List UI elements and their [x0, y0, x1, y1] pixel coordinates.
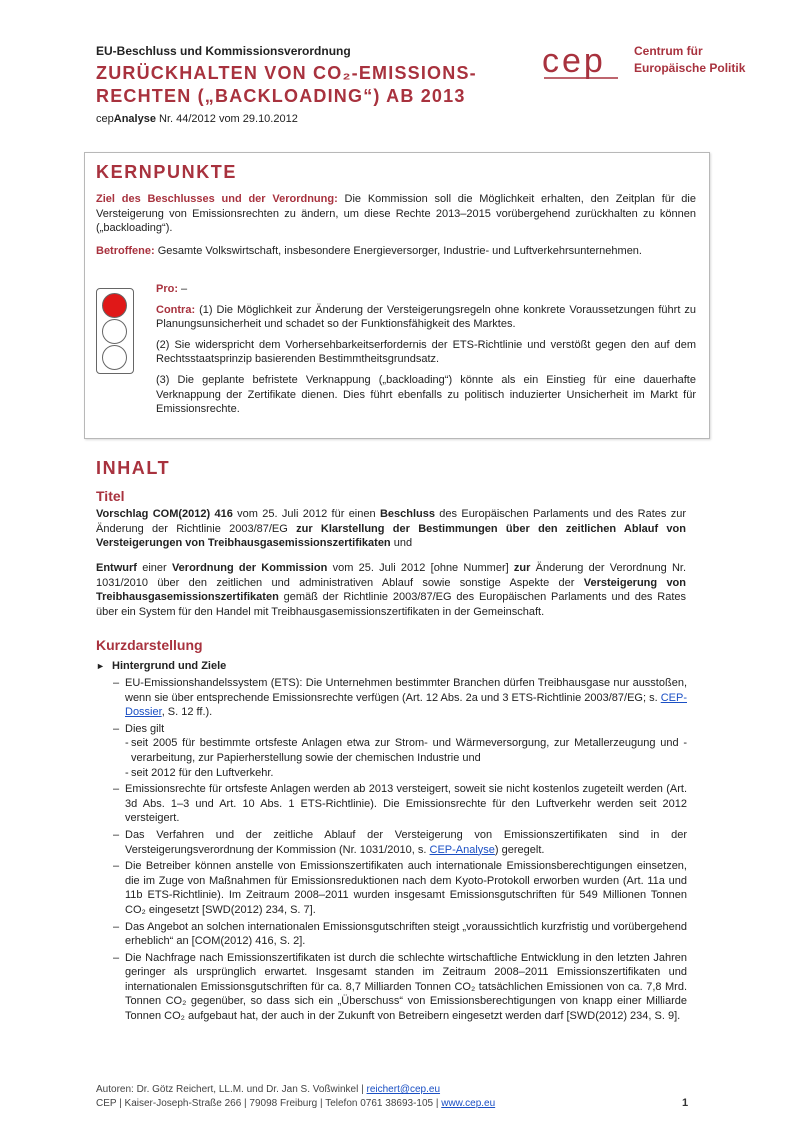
traffic-light-icon: [96, 288, 134, 374]
footer-address-text: CEP | Kaiser-Joseph-Straße 266 | 79098 Freiburg | Telefon 0761 38693-105 |: [96, 1098, 442, 1109]
text-run: gemäß der Richtlinie 2003/87/EG des Europäischen Parlaments und des Rates über ein System für den Handel mit Treibhausgasemissionszertifikaten in der Gemeinschaft.: [96, 591, 686, 618]
cep-analyse-link[interactable]: CEP-Analyse: [429, 843, 495, 856]
sub-list: [125, 736, 687, 780]
cep-logo-mark: cep: [542, 42, 606, 80]
title-line-2: RECHTEN („BACKLOADING“) AB 2013: [96, 86, 466, 106]
contra-label: Contra:: [156, 303, 196, 316]
text-run: einer: [136, 562, 172, 574]
bold-run: Beschluss: [379, 508, 435, 520]
footer: [96, 1083, 495, 1111]
bold-run: Vorschlag COM(2012) 416: [96, 508, 233, 520]
list-item: [115, 676, 687, 720]
betroffene-label: Betroffene:: [96, 245, 155, 257]
document-kicker: EU-Beschluss und Kommissionsverordnung: [96, 44, 351, 58]
bold-run: zur Klarstellung der Bestimmungen über den zeitlichen Ablauf von Versteigerungen von Treibhausgasemissionszertifikaten: [96, 522, 686, 550]
author-email-link[interactable]: reichert@cep.eu: [366, 1084, 441, 1095]
text-run: und: [390, 537, 413, 550]
pro-line: [156, 282, 696, 297]
logo-org-line-1: Centrum für: [634, 44, 703, 58]
list-item-text: Dies gilt: [125, 722, 165, 735]
traffic-light-middle-lamp: [102, 319, 127, 344]
betroffene-text: Gesamte Volkswirtschaft, insbesondere Energieversorger, Industrie- und Luftverkehrsunternehmen.: [154, 245, 642, 257]
bold-run: zur: [513, 562, 531, 574]
list-item-text: Das Verfahren und der zeitliche Ablauf der Versteigerung von Emissionszertifikaten sind in der Versteigerungsverordnung der Kommission (Nr. 1031/2010, s.: [125, 828, 687, 856]
footer-authors: [96, 1083, 495, 1097]
contra-point-1: [156, 303, 696, 332]
titel-paragraph-1: [96, 507, 686, 551]
text-run: des Europäischen Parlaments und des Rates zur Änderung der Richtlinie 2003/87/EG: [96, 508, 686, 535]
analyse-number-date: Nr. 44/2012 vom 29.10.2012: [155, 113, 298, 125]
kernpunkte-betroffene: [96, 244, 696, 259]
pro-text: –: [178, 283, 188, 295]
bold-run: Versteigerung von Treibhausgasemissionszertifikaten: [96, 576, 686, 604]
kernpunkte-assessment: [156, 282, 696, 423]
bullet-hintergrund-label: Hintergrund und Ziele: [112, 660, 227, 672]
text-run: Änderung der Verordnung Nr. 1031/2010 über den zeitlichen und administrativen Ablauf sowie sonstige Aspekte der: [96, 562, 686, 589]
bullet-hintergrund: [96, 660, 226, 672]
analyse-reference: [96, 113, 298, 125]
list-item: – Das Angebot an solchen internationalen Emissionsgutschriften steigt „voraussichtlich kurzfristig und vorübergehend erheblich“ an [COM(2012) 416, S. 2].: [115, 920, 687, 949]
kurzdarstellung-list: [115, 676, 687, 1026]
kernpunkte-heading: KERNPUNKTE: [96, 162, 238, 182]
contra-text: (1) Die Möglichkeit zur Änderung der Versteigerungsregeln ohne konkrete Voraussetzungen führt zu Planungsunsicherheit und schadet so der Funktionsfähigkeit des Marktes.: [156, 303, 696, 331]
ziel-label: Ziel des Beschlusses und der Verordnung:: [96, 193, 338, 205]
triangle-bullet-icon: ►: [96, 661, 105, 671]
title-line-1: ZURÜCKHALTEN VON CO₂-EMISSIONS-: [96, 63, 477, 83]
contra-point-2: (2) Sie widerspricht dem Vorhersehbarkeitserfordernis der ETS-Richtlinie und verstößt gegen den auf dem Rechtsstaatsprinzip basierenden Bestimmtheitsgrundsatz.: [156, 338, 696, 366]
kernpunkte-ziel: [96, 192, 696, 236]
list-item-text: , S. 12 ff.).: [161, 706, 213, 719]
text-run: vom 25. Juli 2012 für einen: [232, 508, 380, 520]
analyse-prefix: cep: [96, 113, 114, 125]
ziel-text: Die Kommission soll die Möglichkeit erhalten, den Zeitplan für die Versteigerung von Emissionsrechten zu ändern, um diese Rechte 2013–2015 vorübergehend zurückhalten zu können („backloading“).: [96, 193, 696, 235]
sub-list-item: - seit 2012 für den Luftverkehr.: [125, 766, 687, 781]
analyse-bold: Analyse: [113, 113, 156, 125]
footer-address: [96, 1097, 495, 1111]
list-item: – Die Nachfrage nach Emissionszertifikaten ist durch die schlechte wirtschaftliche Entwicklung in den letzten Jahren geringer als ursprünglich erwartet. Insgesamt standen im Zeitraum 2008–2011 Emissionszertifikaten und internationalen Emissionsgutschriften für ca. 8,7 Milliarden Tonnen CO₂ tatsächlichen Emissionen von ca. 7,8 Mrd. Tonnen CO₂ gegenüber, so dass sich ein „Überschuss“ von Emissionsberechtigungen von knapp einer Milliarde Tonnen CO₂ aufgebaut hat, der auch in der Zukunft von Betreibern eingesetzt werden darf [SWD(2012) 234, S. 9].: [115, 951, 687, 1024]
list-item: – Die Betreiber können anstelle von Emissionszertifikaten auch internationale Emissionsberechtigungen einsetzen, die im Zuge von Maßnahmen für Emissionsreduktionen nach dem Kyoto-Protokoll erworben wurden (Art. 11a und 11b ETS-Richtlinie). Im Zeitraum 2008–2011 wurden insgesamt Emissionsgutschriften für 549 Millionen Tonnen CO₂ eingesetzt [SWD(2012) 234, S. 7].: [115, 859, 687, 917]
traffic-light-red-lamp: [102, 293, 127, 318]
sub-list-item: - seit 2005 für bestimmte ortsfeste Anlagen etwa zur Strom- und Wärmeversorgung, zur Metallerzeugung und -verarbeitung, zur Papierherstellung sowie der chemischen Industrie und: [125, 736, 687, 765]
website-link[interactable]: www.cep.eu: [441, 1098, 496, 1109]
logo-org-line-2: Europäische Politik: [634, 61, 746, 75]
traffic-light-bottom-lamp: [102, 345, 127, 370]
titel-paragraph-2: [96, 561, 686, 619]
kurzdarstellung-heading: Kurzdarstellung: [96, 637, 203, 653]
pro-label: Pro:: [156, 283, 178, 295]
cep-dossier-link[interactable]: CEP-Dossier: [125, 691, 687, 719]
inhalt-heading: INHALT: [96, 458, 171, 478]
text-run: vom 25. Juli 2012 [ohne Nummer]: [327, 562, 514, 574]
list-item: [115, 828, 687, 857]
bold-run: Verordnung der Kommission: [171, 562, 328, 574]
contra-point-3: (3) Die geplante befristete Verknappung („backloading“) könnte als ein Einstieg für eine dauerhafte Verknappung der Zertifikate dienen. Dies führt ebenfalls zu politisch induzierter Unsicherheit im Markt für Emissionsrechte.: [156, 373, 696, 416]
list-item: [115, 722, 687, 780]
document-title: [96, 62, 536, 108]
footer-authors-text: Autoren: Dr. Götz Reichert, LL.M. und Dr. Jan S. Voßwinkel |: [96, 1084, 367, 1095]
list-item: – Emissionsrechte für ortsfeste Anlagen werden ab 2013 versteigert, soweit sie nicht kostenlos zugeteilt werden (Art. 3d Abs. 1–3 und Art. 10 Abs. 1 ETS-Richtlinie). Die Emissionsrechte für den Luftverkehr werden seit 2012 versteigert.: [115, 782, 687, 826]
page-number: 1: [682, 1097, 689, 1109]
titel-heading: Titel: [96, 488, 125, 504]
logo-organization: [634, 43, 745, 77]
list-item-text: EU-Emissionshandelssystem (ETS): Die Unternehmen bestimmter Branchen dürfen Treibhausgase nur ausstoßen, wenn sie über entsprechende Emissionsrechte verfügen (Art. 12 Abs. 2a und 3 ETS-Richtlinie 2003/87/EG; s.: [125, 677, 687, 704]
bold-run: Entwurf: [96, 562, 137, 574]
list-item-text: ) geregelt.: [494, 843, 545, 856]
